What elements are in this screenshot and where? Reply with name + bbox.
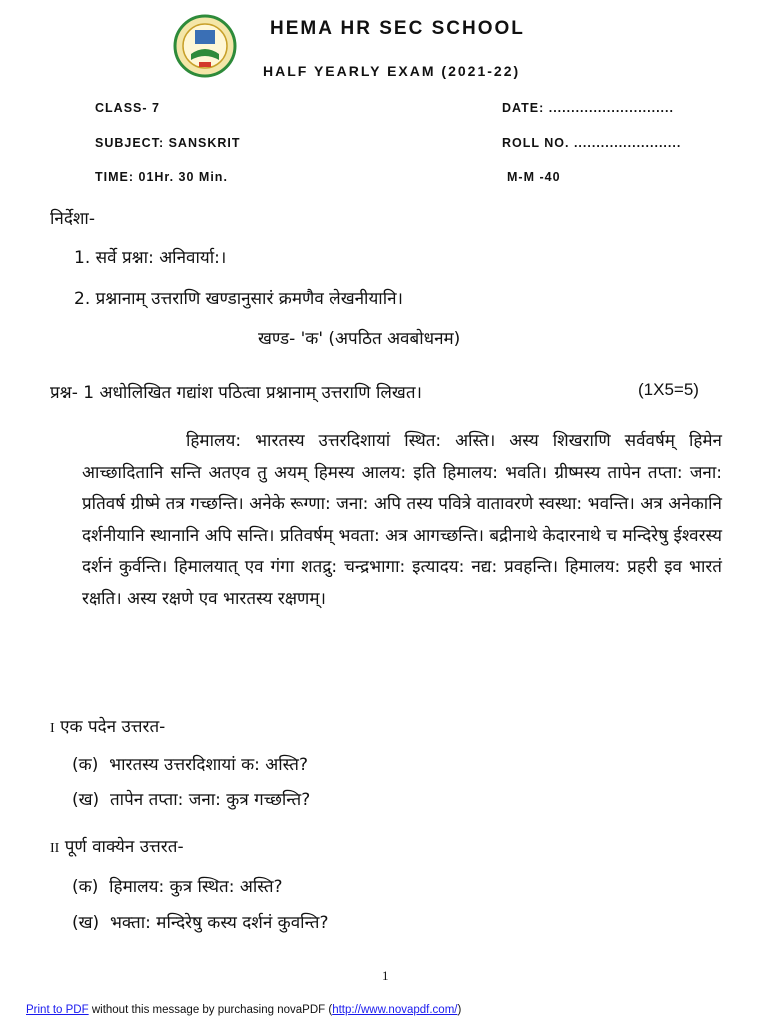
class-label: CLASS- 7 bbox=[95, 101, 160, 115]
footer-text-end: ) bbox=[457, 1004, 462, 1016]
item-text: तापेन तप्ता: जना: कुत्र गच्छन्ति? bbox=[109, 790, 311, 810]
date-field: DATE: ............................ bbox=[502, 101, 674, 115]
instruction-item: 2. प्रश्नानाम् उत्तराणि खण्डानुसारं क्रमणैव लेखनीयानि। bbox=[74, 289, 403, 309]
item-label: (क) bbox=[72, 755, 99, 775]
print-to-pdf-link[interactable]: Print to PDF bbox=[26, 1004, 89, 1016]
list-item bbox=[72, 787, 310, 810]
question-1-marks: (1X5=5) bbox=[638, 380, 699, 399]
part-1-title: एक पदेन उत्तरत- bbox=[60, 717, 166, 737]
list-item bbox=[72, 874, 283, 897]
footer-message bbox=[26, 1004, 461, 1016]
roll-no-field: ROLL NO. ........................ bbox=[502, 136, 682, 150]
exam-title: HALF YEARLY EXAM (2021-22) bbox=[263, 63, 521, 79]
instructions-heading: निर्देशा- bbox=[50, 209, 95, 229]
subject-label: SUBJECT: SANSKRIT bbox=[95, 136, 241, 150]
page-number: 1 bbox=[382, 968, 389, 983]
part-2-heading bbox=[50, 834, 184, 857]
item-label: (क) bbox=[72, 877, 99, 897]
time-label: TIME: 01Hr. 30 Min. bbox=[95, 170, 228, 184]
max-marks-label: M-M -40 bbox=[507, 170, 561, 184]
item-text: भारतस्य उत्तरदिशायां क: अस्ति? bbox=[109, 755, 308, 775]
school-name: HEMA HR SEC SCHOOL bbox=[270, 18, 525, 39]
passage bbox=[82, 426, 722, 616]
item-text: भक्ता: मन्दिरेषु कस्य दर्शनं कुवन्ति? bbox=[109, 913, 329, 933]
instruction-item: 1. सर्वे प्रश्ना: अनिवार्या:। bbox=[74, 248, 227, 268]
part-1-heading bbox=[50, 714, 165, 737]
novapdf-link[interactable]: http://www.novapdf.com/ bbox=[332, 1004, 458, 1016]
part-1-num: I bbox=[50, 721, 55, 736]
part-2-title: पूर्ण वाक्येन उत्तरत- bbox=[64, 837, 184, 857]
item-text: हिमालय: कुत्र स्थित: अस्ति? bbox=[109, 877, 283, 897]
footer-text: without this message by purchasing novaPDF ( bbox=[88, 1004, 333, 1016]
list-item bbox=[72, 752, 308, 775]
item-label: (ख) bbox=[72, 790, 100, 810]
question-1-text: प्रश्न- 1 अधोलिखित गद्यांश पठित्वा प्रश्नानाम् उत्तराणि लिखत। bbox=[50, 383, 422, 403]
item-label: (ख) bbox=[72, 913, 100, 933]
part-2-num: II bbox=[50, 841, 60, 856]
school-logo-icon bbox=[173, 14, 237, 78]
passage-text: हिमालय: भारतस्य उत्तरदिशायां स्थित: अस्ति। अस्य शिखराणि सर्ववर्षम् हिमेन आच्छादितानि सन्ति अतएव तु अयम् हिमस्य आलय: इति हिमालय: भवति। ग्रीष्मस्य तापेन तप्ता: जना: प्रतिवर्ष ग्रीष्मे तत्र गच्छन्ति। अनेके रूग्णा: जना: अपि तस्य पवित्रे वातावरणे स्वस्था: भवन्ति। अत्र अनेकानि दर्शनीयानि स्थानानि अपि सन्ति। प्रतिवर्षम् भवता: अत्र आगच्छन्ति। बद्रीनाथे केदारनाथे च मन्दिरेषु ईश्वरस्य दर्शनं कुर्वन्ति। हिमालयात् एव गंगा शतद्रु: चन्द्रभागा: इत्यादय: नद्य: प्रवहन्ति। हिमालय: प्रहरी इव भारतं रक्षति। अस्य रक्षणे एव भारतस्य रक्षणम्। bbox=[82, 431, 722, 609]
section-title: खण्ड- 'क' (अपठित अवबोधनम) bbox=[258, 329, 461, 349]
list-item bbox=[72, 910, 329, 933]
